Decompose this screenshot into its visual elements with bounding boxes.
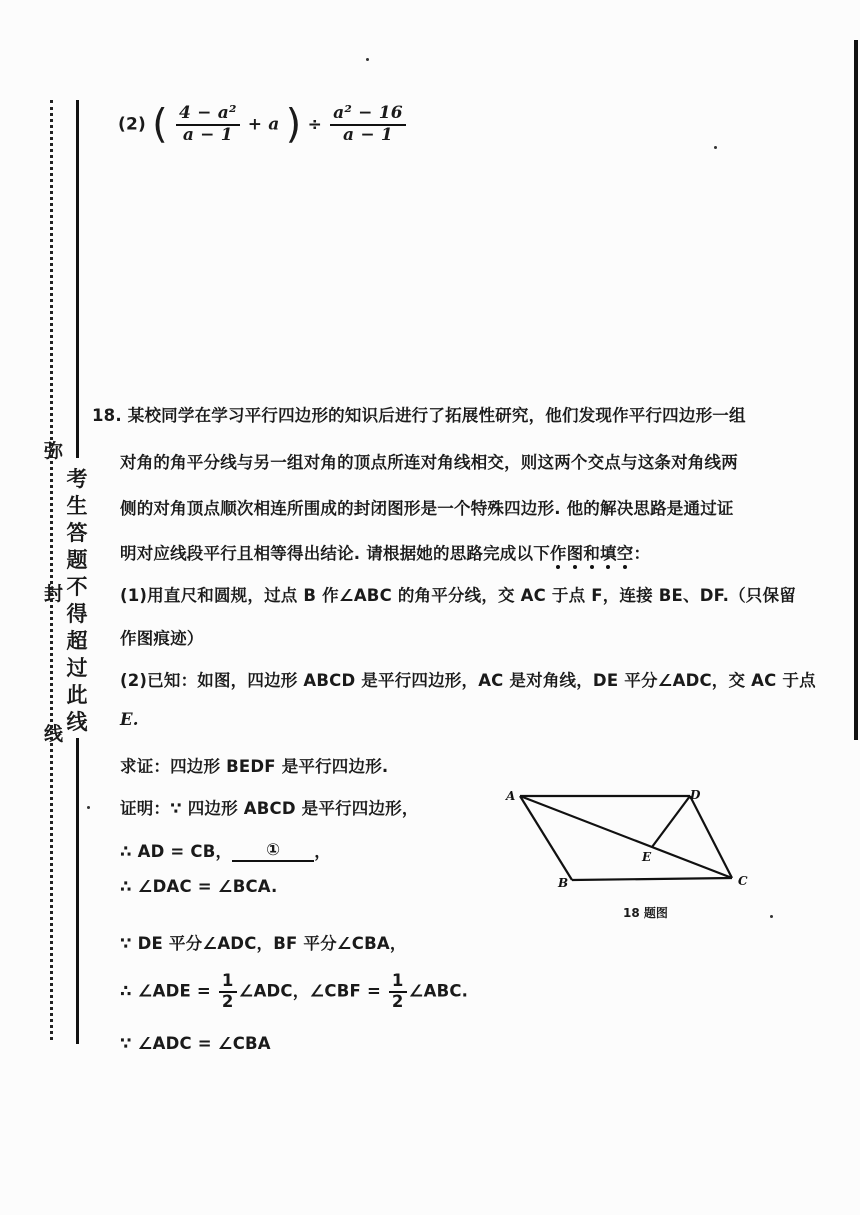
emphasis-char: 图 [566,544,584,563]
binding-solid-line-bottom [76,738,79,1044]
point-label-d: D [690,788,701,802]
scan-border-right [854,40,858,740]
point-label-b: B [558,876,569,890]
fraction-1-denominator: a − 1 [182,124,233,145]
sub2-line-1: (2)已知：如图，四边形 ABCD 是平行四边形，AC 是对角线，DE 平分∠ADC，交 AC 于点 [120,671,816,690]
fraction-1-numerator: 4 − a² [176,104,240,126]
half-fraction-2 [389,972,407,1012]
problem-line-1: 18. 某校同学在学习平行四边形的知识后进行了拓展性研究，他们发现作平行四边形一组 [92,406,746,425]
warning-char: 此 [66,683,88,707]
half-num: 1 [219,972,237,993]
proof-line-1: 证明：∵ 四边形 ABCD 是平行四边形， [120,799,419,818]
line4-colon: ： [633,544,651,563]
prove-statement: 求证：四边形 BEDF 是平行四边形. [120,757,389,776]
figure-caption: 18 题图 [623,906,668,920]
half-den: 2 [221,991,234,1011]
warning-char: 得 [66,602,88,626]
half-pre: ∴ ∠ADE = [120,981,211,1001]
proof-line-2 [120,838,331,862]
emphasis-char: 和 [583,544,601,563]
half-fraction-1 [219,972,237,1012]
scan-speck [770,915,773,918]
divide-sign: ÷ [307,114,323,135]
emphasis-char: 作 [549,544,567,563]
warning-char: 过 [66,656,88,680]
problem-line-3: 侧的对角顶点顺次相连所围成的封闭图形是一个特殊四边形. 他的解决思路是通过证 [120,499,734,518]
sub1-line-2: 作图痕迹） [120,629,204,648]
sub2-line-2: E. [120,710,139,729]
point-label-a: A [506,789,516,803]
margin-char-top: 弥 [44,440,64,462]
warning-char: 超 [66,629,88,653]
proof-line-5 [120,972,468,1012]
fraction-2-denominator: a − 1 [342,124,393,145]
emphasis-char: 填 [600,544,617,563]
problem-line-2: 对角的角平分线与另一组对角的顶点所连对角线相交，则这两个交点与这条对角线两 [120,453,738,472]
point-label-e: E [642,850,652,864]
warning-char: 生 [66,494,88,518]
proof-line-4: ∵ DE 平分∠ADC，BF 平分∠CBA， [120,934,407,953]
problem-line-4 [120,540,650,564]
sub1-line-1: (1)用直尺和圆规，过点 B 作∠ABC 的角平分线，交 AC 于点 F，连接 BE、DF.（只保留 [120,586,796,605]
warning-char: 考 [66,467,88,491]
warning-char: 题 [66,548,88,572]
half-mid: ∠ADC，∠CBF = [238,981,381,1001]
fraction-1 [176,104,240,145]
no-answer-warning [66,466,88,736]
diagonal-ac [520,796,732,878]
close-paren: ) [285,101,302,148]
margin-char-mid: 封 [44,583,64,605]
half-post: ∠ABC. [408,981,469,1001]
proof-line-2-text: ∴ AD = CB， [120,842,233,861]
scan-speck [366,58,369,61]
part2-expression [118,101,408,148]
blank-comma: ， [314,842,331,861]
warning-char: 不 [66,575,88,599]
parallelogram-figure [500,785,760,895]
line4-text: 明对应线段平行且相等得出结论. 请根据她的思路完成以下 [120,544,550,563]
warning-char: 答 [66,521,88,545]
binding-dotted-line [50,100,53,1040]
scan-speck [87,806,90,809]
half-num: 1 [389,972,407,993]
side-cb [572,878,732,880]
side-ba [520,796,572,880]
side-dc [690,796,732,878]
fraction-2 [330,104,406,145]
fraction-2-numerator: a² − 16 [330,104,406,126]
margin-char-bottom: 线 [44,723,64,745]
scan-speck [714,146,717,149]
proof-line-6: ∵ ∠ADC = ∠CBA [120,1034,271,1053]
part-label: (2) [118,114,146,135]
warning-char: 线 [66,710,88,734]
answer-blank-1[interactable]: ① [232,840,314,862]
open-paren: ( [152,101,168,148]
half-den: 2 [391,991,404,1011]
plus-a: + a [247,114,280,135]
segment-de [652,796,690,847]
point-label-c: C [738,874,748,888]
emphasis-char: 空 [616,544,634,563]
binding-solid-line-top [76,100,79,458]
proof-line-3: ∴ ∠DAC = ∠BCA. [120,877,278,896]
